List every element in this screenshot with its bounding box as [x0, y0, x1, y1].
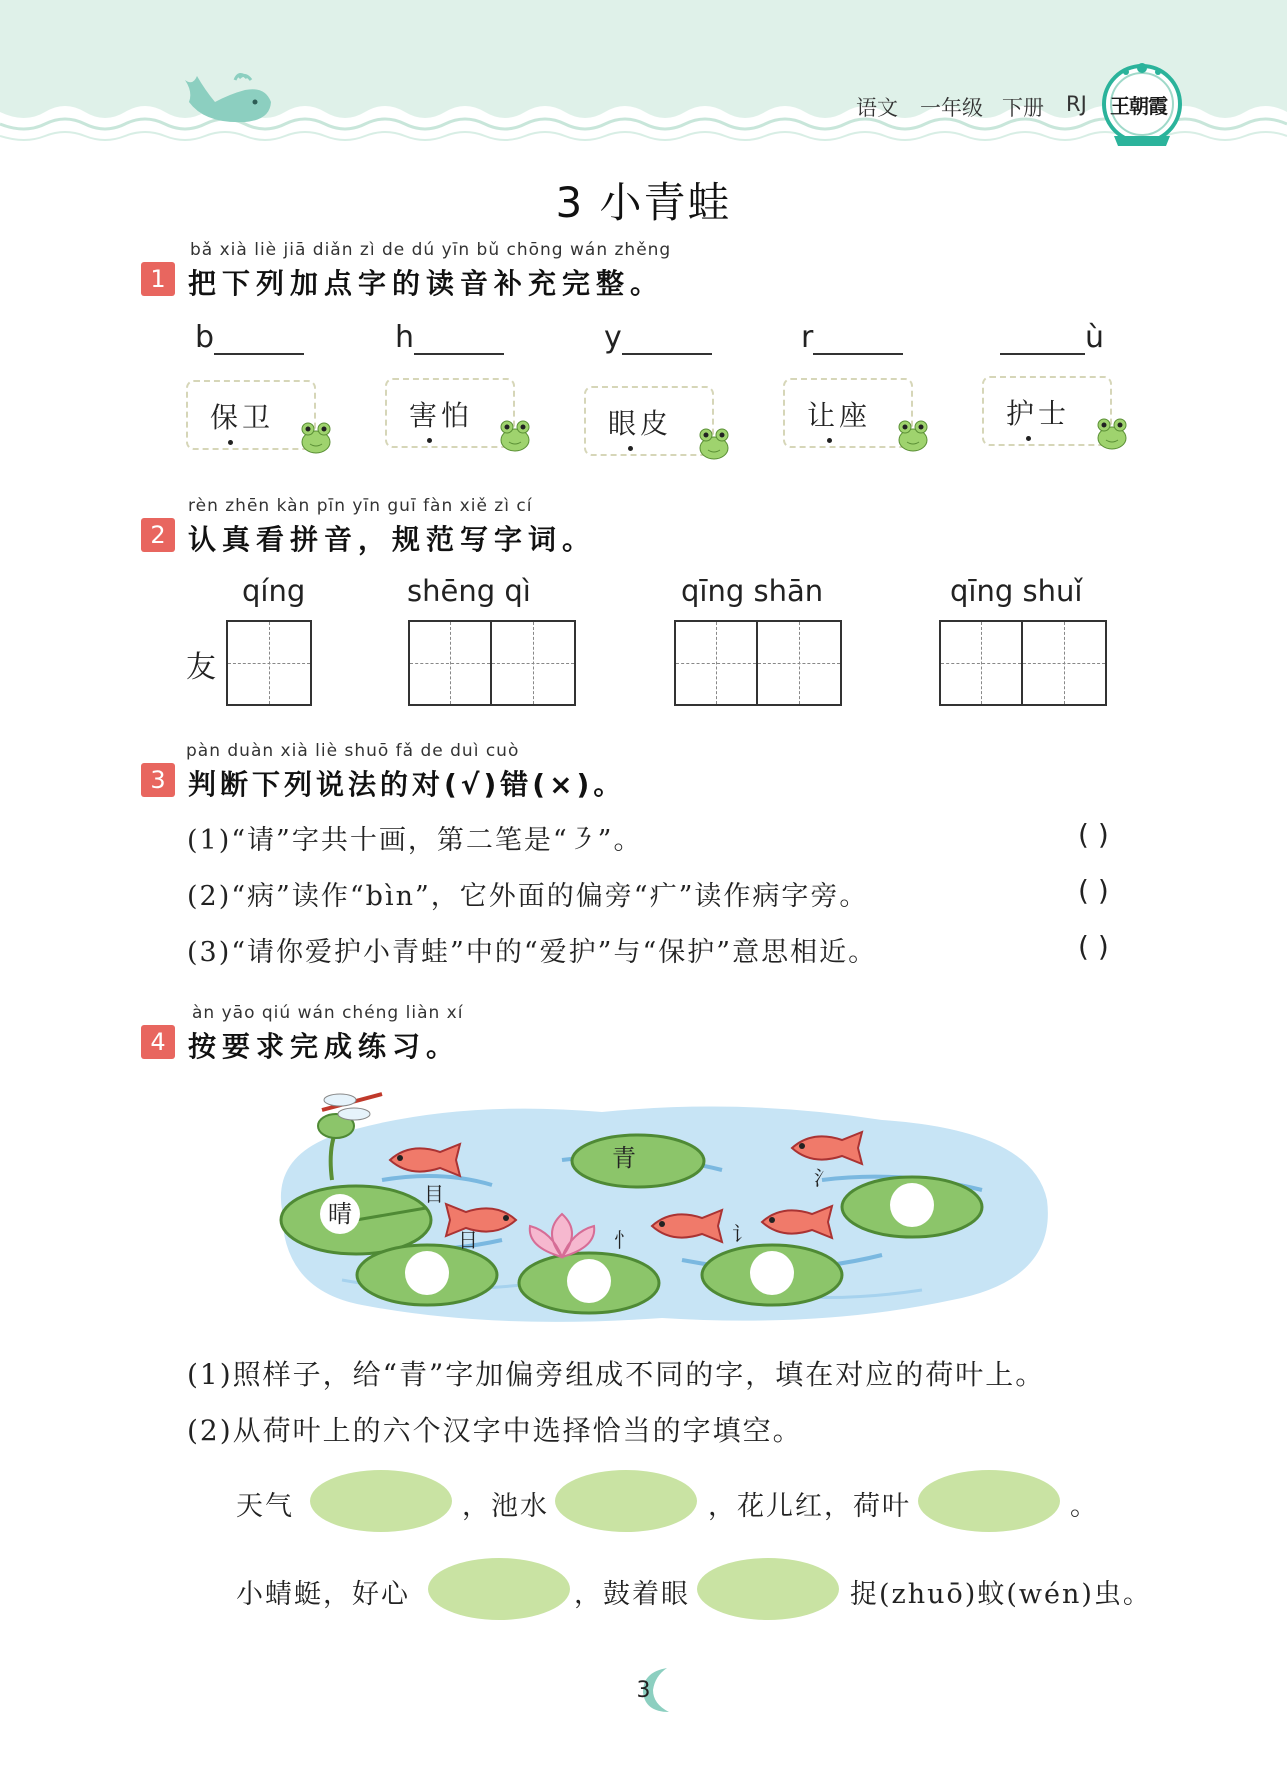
word-text: 让座	[807, 399, 872, 432]
leaf-blank-1[interactable]	[310, 1470, 452, 1532]
dragonfly-icon	[292, 1090, 402, 1190]
lily-pad-blank-1[interactable]	[352, 1240, 502, 1310]
q1-number-badge: 1	[141, 262, 175, 296]
grid-cell[interactable]	[410, 622, 492, 704]
word-text: 害怕	[409, 399, 474, 432]
leaf-blank-3[interactable]	[918, 1470, 1060, 1532]
answer-line[interactable]	[622, 325, 712, 355]
header-subject: 语文	[856, 96, 898, 120]
leaf-blank-2[interactable]	[555, 1470, 697, 1532]
emphasis-dot	[1026, 436, 1031, 441]
leaf-blank-5[interactable]	[697, 1558, 839, 1620]
q2-pinyin-1: qíng	[242, 574, 306, 608]
leaf-char-qing: 青	[612, 1144, 636, 1172]
fish-icon	[642, 1206, 728, 1246]
q4-pinyin: àn yāo qiú wán chéng liàn xí	[192, 1003, 464, 1023]
grid-cell[interactable]	[676, 622, 758, 704]
pond-illustration	[262, 1090, 1062, 1330]
lily-pad-blank-3[interactable]	[697, 1240, 847, 1310]
word-card-4	[783, 378, 913, 448]
blank-suffix: ù	[1085, 320, 1105, 355]
leaf-char-sunny: 晴	[320, 1194, 360, 1234]
frog-icon	[696, 422, 732, 462]
answer-line[interactable]	[414, 325, 504, 355]
emphasis-dot	[628, 446, 633, 451]
page-number: 3	[636, 1678, 651, 1703]
fish-icon	[752, 1202, 838, 1242]
answer-line[interactable]	[813, 325, 903, 355]
q4-instruction-2: (2)从荷叶上的六个汉字中选择恰当的字填空。	[187, 1414, 803, 1447]
word-text: 护士	[1006, 397, 1071, 430]
fish-icon	[440, 1200, 526, 1240]
answer-line[interactable]	[214, 325, 304, 355]
writing-grid-3[interactable]	[674, 620, 842, 706]
header-edition: RJ	[1066, 92, 1087, 116]
q2-pinyin: rèn zhēn kàn pīn yīn guī fàn xiě zì cí	[188, 496, 533, 516]
q3-title: 判断下列说法的对(√)错(×)。	[188, 768, 626, 801]
q3-answer-paren-2[interactable]: ( )	[1078, 874, 1109, 907]
word-card-3	[584, 386, 714, 456]
q2-title: 认真看拼音，规范写字词。	[188, 523, 597, 556]
fill-text-2b: ，鼓着眼	[574, 1579, 690, 1610]
q3-answer-paren-3[interactable]: ( )	[1078, 930, 1109, 963]
emphasis-dot	[427, 438, 432, 443]
word-text: 眼皮	[608, 407, 673, 440]
word-card-2	[385, 378, 515, 448]
radical-eye: 目	[424, 1182, 444, 1206]
header-grade: 一年级	[920, 96, 983, 120]
word-card-1	[186, 380, 316, 450]
word-card-5	[982, 376, 1112, 446]
radical-sun: 日	[458, 1228, 478, 1252]
frog-icon	[298, 416, 334, 456]
q1-blank-2	[395, 320, 504, 355]
q2-pinyin-4: qīng shuǐ	[950, 574, 1083, 608]
lotus-flower-icon	[522, 1212, 602, 1262]
page-header	[0, 0, 1287, 150]
q2-number-badge: 2	[141, 518, 175, 552]
q3-statement-2: (2)“病”读作“bìn”，它外面的偏旁“疒”读作病字旁。	[187, 881, 869, 912]
page-title: 3 小青蛙	[555, 178, 732, 227]
emphasis-dot	[228, 440, 233, 445]
blank-prefix: b	[195, 320, 215, 355]
writing-grid-1[interactable]	[226, 620, 312, 706]
answer-line[interactable]	[1000, 325, 1085, 355]
blank-prefix: y	[604, 320, 622, 355]
q1-pinyin: bǎ xià liè jiā diǎn zì de dú yīn bǔ chōng wán zhěng	[190, 240, 672, 260]
word-text: 保卫	[210, 401, 275, 434]
q2-prefix-char: 友	[186, 650, 216, 685]
grid-cell[interactable]	[941, 622, 1023, 704]
q2-pinyin-2: shēng qì	[407, 574, 531, 608]
q1-title: 把下列加点字的读音补充完整。	[188, 267, 665, 300]
grid-cell[interactable]	[228, 622, 310, 704]
leaf-blank-4[interactable]	[428, 1558, 570, 1620]
q1-blank-3	[604, 320, 712, 355]
q4-title: 按要求完成练习。	[188, 1030, 461, 1063]
q4-instruction-1: (1)照样子，给“青”字加偏旁组成不同的字，填在对应的荷叶上。	[187, 1358, 1046, 1391]
fill-text-1a: 天气	[236, 1491, 294, 1522]
fill-text-2a: 小蜻蜓，好心	[236, 1579, 410, 1610]
whale-icon	[175, 72, 280, 132]
writing-grid-4[interactable]	[939, 620, 1107, 706]
q3-pinyin: pàn duàn xià liè shuō fǎ de duì cuò	[186, 741, 520, 761]
radical-speech: 讠	[732, 1222, 752, 1246]
q1-blank-5	[1000, 320, 1104, 355]
lily-pad-blank-4[interactable]	[837, 1172, 987, 1242]
frog-icon	[1094, 412, 1130, 452]
brand-name: 王朝霞	[1110, 94, 1167, 118]
blank-prefix: h	[395, 320, 415, 355]
q3-statement-1: (1)“请”字共十画，第二笔是“㇋”。	[187, 825, 643, 856]
emphasis-dot	[827, 438, 832, 443]
q3-statement-3: (3)“请你爱护小青蛙”中的“爱护”与“保护”意思相近。	[187, 937, 878, 968]
fill-text-1b: ，池水	[462, 1491, 549, 1522]
fish-icon	[782, 1128, 868, 1168]
header-volume: 下册	[1002, 96, 1044, 120]
fill-text-1d: 。	[1070, 1491, 1099, 1522]
frog-icon	[497, 414, 533, 454]
fill-text-2c: 捉(zhuō)蚊(wén)虫。	[850, 1579, 1152, 1610]
grid-cell[interactable]	[758, 622, 840, 704]
grid-cell[interactable]	[492, 622, 574, 704]
radical-heart: 忄	[614, 1228, 634, 1252]
q1-blank-1	[195, 320, 304, 355]
blank-prefix: r	[801, 320, 814, 355]
radical-water: 氵	[814, 1166, 834, 1190]
q3-answer-paren-1[interactable]: ( )	[1078, 818, 1109, 851]
q3-number-badge: 3	[141, 763, 175, 797]
grid-cell[interactable]	[1023, 622, 1105, 704]
lily-pad-qing	[568, 1130, 708, 1192]
frog-icon	[895, 414, 931, 454]
q1-blank-4	[801, 320, 903, 355]
q4-number-badge: 4	[141, 1025, 175, 1059]
fill-text-1c: ，花儿红，荷叶	[708, 1491, 911, 1522]
writing-grid-2[interactable]	[408, 620, 576, 706]
brand-logo	[1100, 58, 1184, 148]
q2-pinyin-3: qīng shān	[681, 574, 824, 608]
